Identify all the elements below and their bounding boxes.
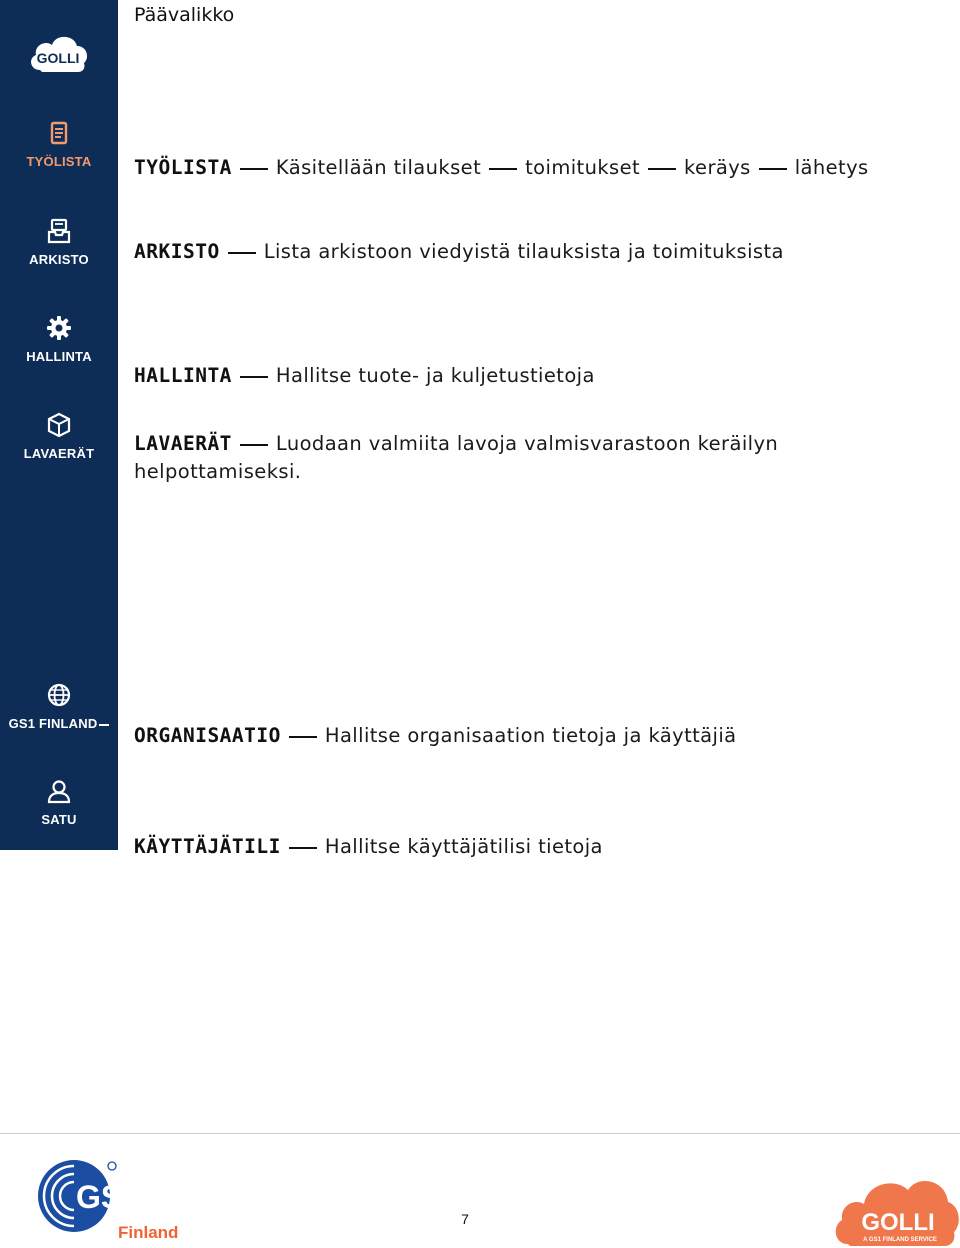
sidebar-item-gs1-finland[interactable] (0, 682, 118, 762)
description-term: ORGANISAATIO (134, 724, 281, 747)
description-text-part: Käsitellään tilaukset (275, 156, 482, 179)
golli-logo[interactable] (26, 28, 92, 76)
golli-service-logo (832, 1160, 960, 1248)
description-arkisto (134, 238, 934, 266)
sidebar-item-label: GS1 FINLAND (9, 716, 110, 731)
page-number: 7 (461, 1211, 469, 1227)
description-tyolista (134, 154, 934, 182)
sidebar-item-tyolista[interactable] (0, 120, 118, 200)
sidebar-item-satu[interactable] (0, 778, 118, 858)
description-text: Luodaan valmiita lavoja valmisvarastoon keräilyn helpottamiseksi. (134, 432, 779, 483)
description-text: Hallitse organisaation tietoja ja käyttäjiä (324, 724, 737, 747)
sidebar-item-label: LAVAERÄT (23, 446, 95, 461)
golli-logo-text: GOLLI (36, 50, 80, 66)
gs1-logo-caption: Finland (118, 1223, 179, 1242)
description-kayttajatili (134, 833, 934, 861)
golli-service-logo-mark: GOLLI (861, 1209, 935, 1236)
description-term: ARKISTO (134, 240, 220, 263)
globe-icon (46, 682, 72, 708)
sidebar-item-label: ARKISTO (29, 252, 89, 267)
em-dash (759, 168, 787, 170)
description-organisaatio (134, 722, 934, 750)
description-hallinta (134, 362, 934, 390)
sidebar-item-hallinta[interactable] (0, 315, 118, 395)
user-icon (46, 778, 72, 804)
em-dash (489, 168, 517, 170)
gs1-finland-logo (36, 1158, 186, 1242)
em-dash (289, 847, 317, 849)
archive-tray-icon (46, 218, 72, 244)
golli-service-logo-caption: A GS1 FINLAND SERVICE (863, 1237, 937, 1243)
description-text: Lista arkistoon viedyistä tilauksista ja toimituksista (263, 240, 784, 263)
gear-icon (46, 315, 72, 341)
sidebar-item-label: SATU (41, 812, 77, 827)
em-dash (648, 168, 676, 170)
description-term: LAVAERÄT (134, 432, 232, 455)
em-dash (240, 444, 268, 446)
description-term: HALLINTA (134, 364, 232, 387)
description-term: KÄYTTÄJÄTILI (134, 835, 281, 858)
em-dash (240, 168, 268, 170)
description-text: Hallitse tuote- ja kuljetustietoja (275, 364, 595, 387)
sidebar-item-arkisto[interactable] (0, 218, 118, 298)
em-dash (228, 252, 256, 254)
box-icon (46, 412, 72, 438)
sidebar (0, 0, 118, 850)
sidebar-item-label: TYÖLISTA (26, 154, 92, 169)
page-heading: Päävalikko (134, 4, 235, 26)
footer-divider (0, 1133, 960, 1134)
description-term: TYÖLISTA (134, 156, 232, 179)
description-text-part: lähetys (794, 156, 869, 179)
em-dash (240, 376, 268, 378)
description-text-part: toimitukset (525, 156, 641, 179)
description-text-part: keräys (684, 156, 751, 179)
sidebar-item-lavaerat[interactable] (0, 412, 118, 492)
sidebar-item-label: HALLINTA (26, 349, 92, 364)
clipboard-icon (46, 120, 72, 146)
description-lavaerat (134, 430, 824, 486)
em-dash (289, 736, 317, 738)
gs1-logo-mark: GS1 (76, 1179, 141, 1215)
description-text: Hallitse käyttäjätilisi tietoja (324, 835, 603, 858)
